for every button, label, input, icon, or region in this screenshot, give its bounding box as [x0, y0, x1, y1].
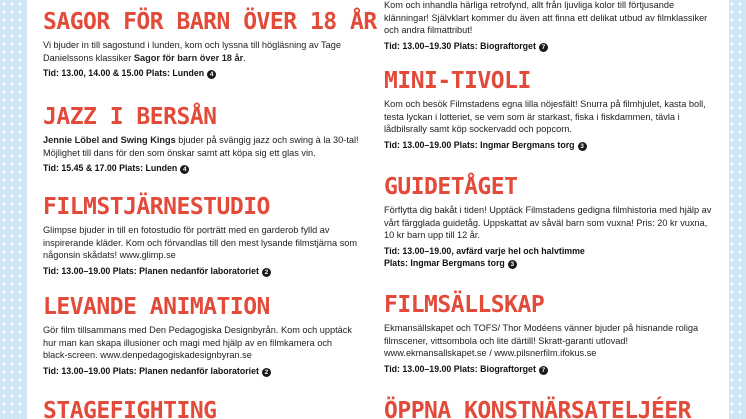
event-time-place: Tid: 13.00–19.00 Plats: Planen nedanför laboratoriet 2	[43, 265, 359, 277]
event-levande-animation	[43, 294, 359, 377]
event-title: MINI-TIVOLI	[384, 68, 531, 94]
location-number-badge: 3	[508, 260, 517, 269]
event-time-place: Tid: 13.00–19.00 Plats: Biograftorget 7	[384, 363, 714, 375]
event-description: Kom och besök Filmstadens egna lilla nöjesfält! Snurra på filmhjulet, kasta boll, testa lyckan i lotteriet, se vem som är starkast, fiska i fiskdammen, tävla i lådbilsrally samt köp sockervadd och popcorn.	[384, 99, 706, 134]
event-time-place: Tid: 13.00–19.00, avfärd varje hel och halvtimme Plats: Ingmar Bergmans torg 3	[384, 245, 585, 268]
event-retrofynd	[384, 0, 714, 52]
location-number-badge: 4	[180, 165, 189, 174]
location-number-badge: 2	[262, 268, 271, 277]
event-mini-tivoli	[384, 68, 714, 151]
event-title: STAGEFIGHTING	[43, 398, 217, 419]
event-title: FILMSTJÄRNESTUDIO	[43, 194, 270, 220]
event-description: Förflytta dig bakåt i tiden! Upptäck Filmstadens gedigna filmhistoria med hjälp av vårt färgglada guidetåg. Uppskattat av såväl barn som vuxna! Pris: 20 kr vuxna, 10 kr barn upp till 12 år.	[384, 205, 712, 240]
location-number-badge: 3	[578, 142, 587, 151]
program-page	[27, 0, 729, 419]
event-guidetaget	[384, 174, 714, 269]
event-title: ÖPPNA KONSTNÄRSATELJÉER	[384, 398, 691, 419]
event-time-place: Tid: 13.00–19.00 Plats: Ingmar Bergmans torg 3	[384, 139, 714, 151]
event-sagor	[43, 9, 377, 79]
location-number-badge: 4	[207, 70, 216, 79]
event-time-place: Tid: 13.00–19.00 Plats: Planen nedanför laboratoriet 2	[43, 365, 359, 377]
event-stagefighting	[43, 398, 359, 419]
event-time-place: Tid: 13.00, 14.00 & 15.00 Plats: Lunden 4	[43, 67, 359, 79]
location-number-badge: 7	[539, 43, 548, 52]
event-description: Glimpse bjuder in till en fotostudio för porträtt med en garderob fylld av inspirerande kläder. Kom och förvandlas till den mest lysande filmstjärna som någonsin skådats! www.glimp.se	[43, 225, 358, 260]
event-filmstjarnestudio	[43, 194, 359, 277]
event-description: Ekmansällskapet och TOFS/ Thor Modéens vänner bjuder på hisnande roliga filmscener, vittsombola och lite därtill! Skratt-garanti utlovad! www.ekmansallskapet.se / www.pilsnerfilm.ifokus.se	[384, 323, 699, 358]
event-title: JAZZ I BERSÅN	[43, 104, 217, 130]
event-title: GUIDETÅGET	[384, 174, 518, 200]
event-description: Jennie Löbel and Swing Kings bjuder på svängig jazz och swing à la 30-tal! Möjlighet till dans för den som önskar samt att köpa sig ett glas vin.	[43, 135, 359, 158]
event-filmsallskap	[384, 292, 714, 375]
event-description: Gör film tillsammans med Den Pedagogiska Designbyrån. Kom och upptäck hur man kan skapa illusioner och magi med hjälp av en filmkamera och black-screen. www.denpedagogiskadesignbyran.se	[43, 325, 352, 360]
location-number-badge: 7	[539, 366, 548, 375]
event-time-place: Tid: 13.00–19.30 Plats: Biograftorget 7	[384, 40, 714, 52]
event-title: SAGOR FÖR BARN ÖVER 18 ÅR	[43, 9, 377, 35]
event-description: Vi bjuder in till sagostund i lunden, kom och lyssna till högläsning av Tage Danielssons klassiker Sagor för barn över 18 år.	[43, 40, 341, 63]
event-jazz	[43, 104, 359, 174]
event-oppna-konstnarsateljeer	[384, 398, 714, 419]
event-description: Kom och inhandla härliga retrofynd, allt från ljuvliga kolor till förtjusande klänningar! Självklart kommer du även att finna ett delikat utbud av filmklassiker och andra filmattribut!	[384, 0, 708, 35]
location-number-badge: 2	[262, 368, 271, 377]
event-title: LEVANDE ANIMATION	[43, 294, 270, 320]
event-title: FILMSÄLLSKAP	[384, 292, 545, 318]
event-time-place: Tid: 15.45 & 17.00 Plats: Lunden 4	[43, 162, 359, 174]
